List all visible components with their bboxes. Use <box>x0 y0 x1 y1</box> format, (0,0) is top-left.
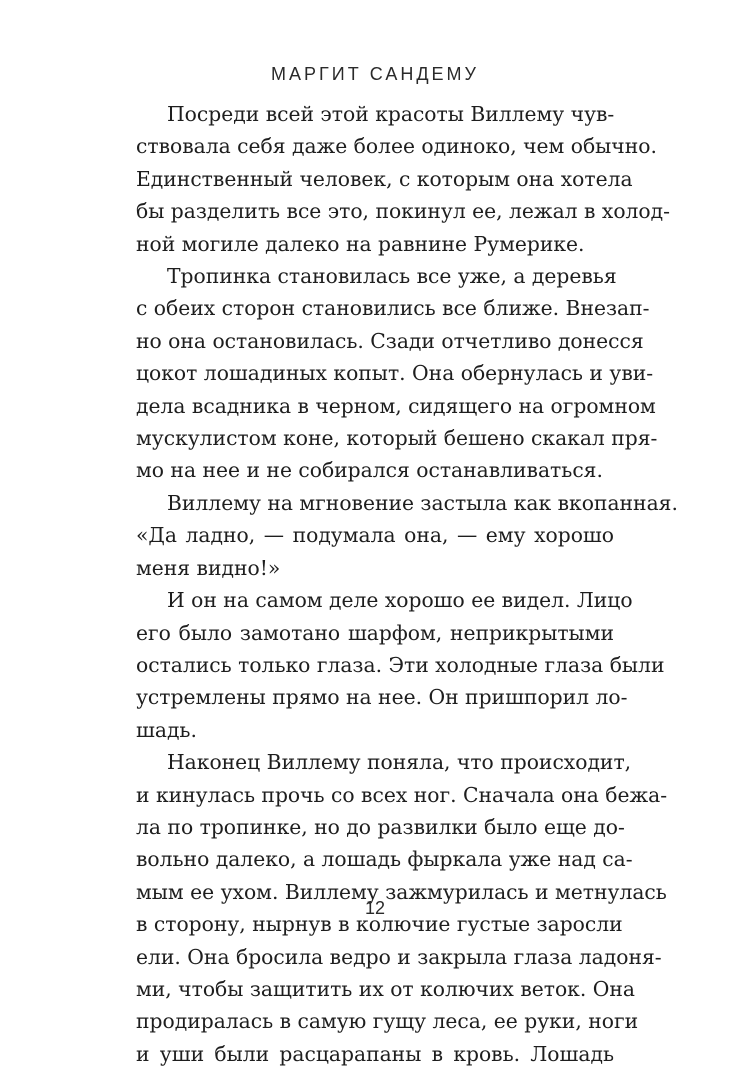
text-line: и кинулась прочь со всех ног. Сначала она бежа- <box>136 782 668 807</box>
text-line: дела всадника в черном, сидящего на огромном <box>136 393 656 418</box>
text-line: продиралась в самую гущу леса, ее руки, ноги <box>136 1009 639 1034</box>
text-line: его было замотано шарфом, неприкрытыми <box>136 620 614 645</box>
text-line: Посреди всей этой красоты Виллему чув- <box>167 102 615 126</box>
paragraph <box>136 584 665 746</box>
text-line: ла по тропинке, но до развилки было еще до- <box>136 814 625 839</box>
text-line: и уши были расцарапаны в кровь. Лошадь <box>136 1041 614 1066</box>
paragraph <box>136 487 678 584</box>
text-line: остались только глаза. Эти холодные глаза были <box>136 652 665 677</box>
text-line: ствовала себя даже более одиноко, чем обычно. <box>136 134 657 159</box>
text-line: Наконец Виллему поняла, что происходит, <box>167 750 632 775</box>
paragraph <box>136 260 658 487</box>
text-line: цокот лошадиных копыт. Она обернулась и уви- <box>136 361 654 386</box>
text-line: мым ее ухом. Виллему зажмурилась и метнулась <box>136 879 667 904</box>
text-line: ной могиле далеко на равнине Румерике. <box>136 231 585 256</box>
text-line: устремлены прямо на нее. Он пришпорил ло- <box>136 685 628 710</box>
page-number: 12 <box>364 898 386 918</box>
text-line: Единственный человек, с которым она хотела <box>136 166 633 191</box>
text-line: ели. Она бросила ведро и закрыла глаза ладоня- <box>136 944 662 969</box>
text-line: ми, чтобы защитить их от колючих веток. Она <box>136 976 635 1001</box>
text-line: И он на самом деле хорошо ее видел. Лицо <box>167 588 633 613</box>
running-header: МАРГИТ САНДЕМУ <box>271 64 479 84</box>
text-line: вольно далеко, а лошадь фыркала уже над са- <box>136 847 633 872</box>
text-line: «Да ладно, — подумала она, — ему хорошо <box>136 523 614 548</box>
text-line: с обеих сторон становились все ближе. Внезап- <box>136 296 650 321</box>
text-line: мо на нее и не собирался останавливаться. <box>136 458 603 483</box>
text-line: шадь. <box>136 717 197 742</box>
text-line: меня видно!» <box>136 555 281 580</box>
text-line: мускулистом коне, который бешено скакал пря- <box>136 426 658 451</box>
body-text <box>136 98 678 1070</box>
text-line: Тропинка становилась все уже, а деревья <box>167 264 617 289</box>
text-line: Виллему на мгновение застыла как вкопанная. <box>167 490 678 515</box>
text-line: в сторону, нырнув в колючие густые заросли <box>136 912 623 937</box>
text-line: бы разделить все это, покинул ее, лежал в холод- <box>136 199 670 224</box>
paragraph <box>136 98 670 260</box>
text-line: но она остановилась. Сзади отчетливо донесся <box>136 328 644 353</box>
